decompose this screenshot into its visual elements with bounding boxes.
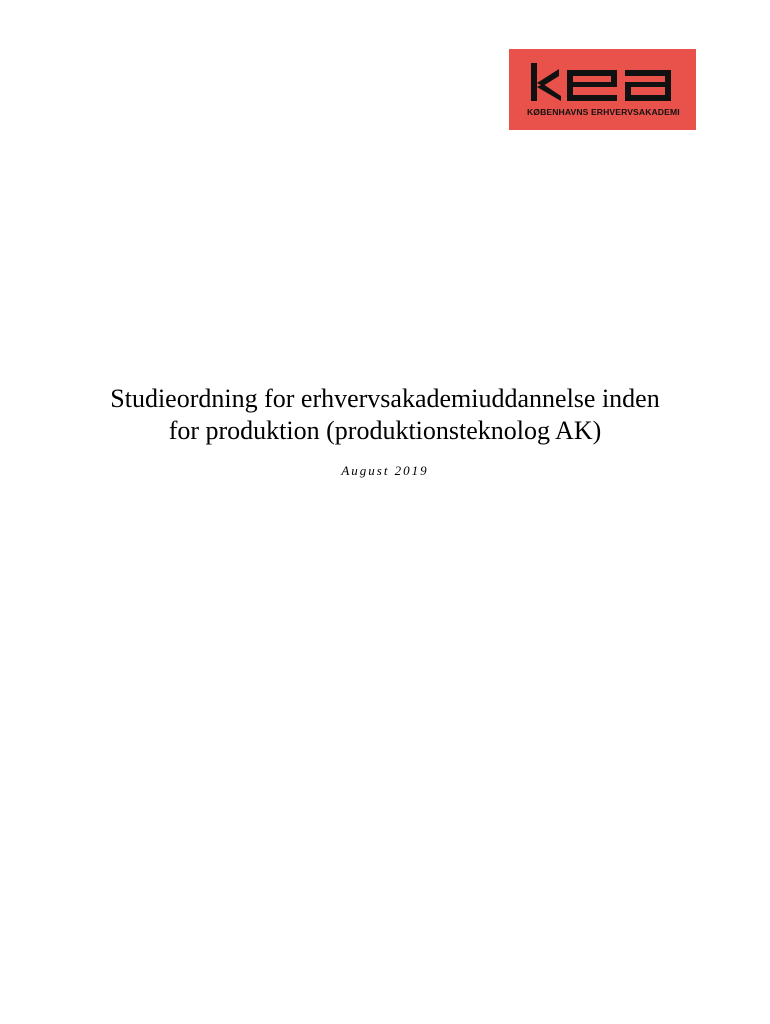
title-line-1: Studieordning for erhvervsakademiuddannelse inden [110, 384, 660, 413]
kea-logo [509, 49, 696, 130]
document-date: August 2019 [341, 463, 429, 478]
title-line-2: for produktion (produktionsteknolog AK) [168, 416, 602, 445]
kea-wordmark-icon [509, 49, 696, 130]
document-title [0, 383, 770, 447]
logo-subtitle: KØBENHAVNS ERHVERVSAKADEMI [527, 107, 680, 117]
